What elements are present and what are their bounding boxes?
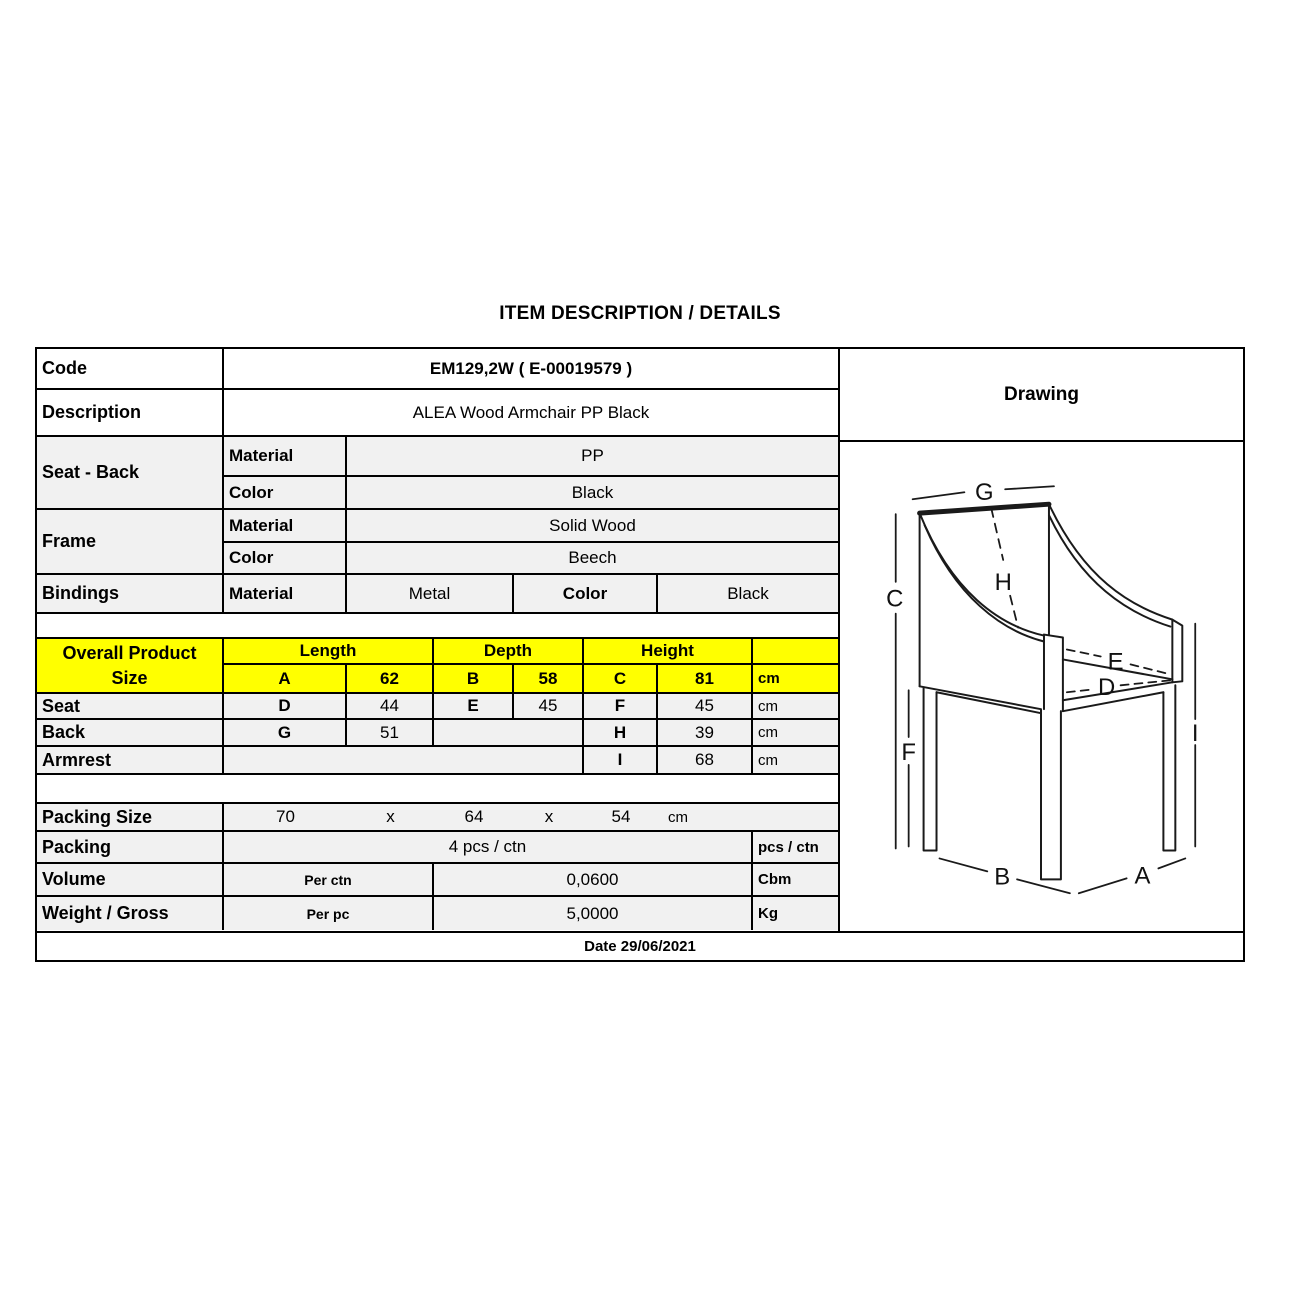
dim-label-E: E [1107, 648, 1124, 676]
weight-value: 5,0000 [434, 897, 753, 930]
volume-unit: Cbm [758, 871, 792, 888]
row-back [37, 720, 838, 747]
seat-height-key: F [584, 694, 658, 718]
bindings-material-value: Metal [347, 575, 514, 612]
dim-label-D: D [1098, 674, 1116, 702]
packing-size-label: Packing Size [37, 804, 224, 830]
seat-depth-key: E [434, 694, 514, 718]
spec-table [35, 347, 1245, 962]
row-code [37, 349, 838, 390]
back-length-value: 51 [347, 720, 434, 745]
volume-value: 0,0600 [434, 864, 753, 895]
block-size-header [37, 639, 838, 694]
chair-technical-drawing [840, 442, 1243, 931]
back-unit: cm [758, 724, 778, 741]
spacer-row [37, 614, 838, 639]
code-label: Code [37, 349, 224, 388]
page-title: ITEM DESCRIPTION / DETAILS [499, 303, 781, 324]
seat-back-color-label: Color [224, 477, 347, 508]
seat-unit: cm [758, 697, 778, 715]
back-length-key: G [224, 720, 347, 745]
seat-back-label: Seat - Back [37, 437, 224, 508]
volume-label: Volume [37, 864, 224, 895]
dim-label-B: B [994, 863, 1011, 891]
back-height-value: 39 [658, 720, 753, 745]
back-height-key: H [584, 720, 658, 745]
row-packing [37, 832, 838, 864]
dim-label-F: F [901, 738, 916, 766]
packing-size-unit: cm [668, 808, 688, 826]
dim-label-A: A [1134, 862, 1151, 890]
description-value: ALEA Wood Armchair PP Black [412, 402, 650, 422]
seat-length-value: 44 [347, 694, 434, 718]
armrest-blank [224, 747, 584, 773]
dim-label-C: C [886, 585, 904, 613]
dim-line-A [1079, 858, 1185, 893]
drawing-header: Drawing [840, 349, 1243, 442]
overall-height-key: C [584, 665, 658, 692]
seat-back-color-value: Black [571, 482, 614, 502]
frame-color-label: Color [224, 543, 347, 573]
seat-depth-value: 45 [514, 694, 584, 718]
armrest-label: Armrest [37, 747, 224, 773]
code-value: EM129,2W ( E-00019579 ) [429, 358, 633, 378]
frame-material-value: Solid Wood [347, 510, 838, 543]
overall-depth-key: B [434, 665, 514, 692]
block-frame [37, 510, 838, 575]
seat-height-value: 45 [658, 694, 753, 718]
weight-label: Weight / Gross [37, 897, 224, 930]
dim-label-I: I [1191, 720, 1199, 748]
packing-unit: pcs / ctn [758, 838, 819, 856]
length-header: Length [224, 639, 434, 665]
overall-depth-value: 58 [514, 665, 584, 692]
seat-back-material-value: PP [347, 437, 838, 477]
back-label: Back [37, 720, 224, 745]
row-description [37, 390, 838, 437]
weight-basis: Per pc [224, 897, 434, 930]
date-row [37, 933, 1243, 960]
seat-back-material-label: Material [224, 437, 347, 477]
overall-unit: cm [758, 670, 780, 687]
back-depth-blank [434, 720, 584, 745]
seat-length-key: D [224, 694, 347, 718]
overall-size-label-line1: Overall Product [62, 642, 197, 663]
packing-size-depth: 64 [464, 807, 484, 826]
packing-size-height: 54 [611, 807, 631, 826]
drawing-section [840, 349, 1243, 931]
row-armrest [37, 747, 838, 775]
packing-size-length: 70 [276, 807, 295, 826]
packing-value: 4 pcs / ctn [224, 832, 753, 862]
depth-header: Depth [434, 639, 584, 665]
frame-material-label: Material [224, 510, 347, 543]
description-label: Description [37, 390, 224, 435]
block-seat-back [37, 437, 838, 510]
armrest-height-value: 68 [658, 747, 753, 773]
date-value: Date 29/06/2021 [584, 937, 696, 955]
frame-label: Frame [37, 510, 224, 573]
row-bindings [37, 575, 838, 614]
row-packing-size [37, 804, 838, 832]
armrest-height-key: I [584, 747, 658, 773]
row-seat [37, 694, 838, 720]
frame-color-value: Beech [568, 548, 617, 567]
overall-size-label [37, 639, 224, 692]
row-weight [37, 897, 838, 930]
overall-length-value: 62 [347, 665, 434, 692]
height-header: Height [584, 639, 753, 665]
spec-table-body [37, 349, 1243, 933]
bindings-material-label: Material [224, 575, 347, 612]
overall-length-key: A [224, 665, 347, 692]
bindings-label: Bindings [37, 575, 224, 612]
dim-label-G: G [974, 479, 994, 507]
armrest-unit: cm [758, 751, 778, 769]
packing-label: Packing [37, 832, 224, 862]
bindings-color-value: Black [727, 583, 769, 603]
packing-size-x1: x [386, 807, 395, 826]
size-header-blank [753, 639, 838, 665]
chair-drawing [840, 442, 1243, 931]
volume-basis: Per ctn [224, 864, 434, 895]
spacer-row [37, 775, 838, 804]
overall-size-label-line2: Size [111, 667, 148, 688]
packing-size-x2: x [544, 807, 554, 826]
seat-label: Seat [37, 694, 224, 718]
overall-height-value: 81 [658, 665, 753, 692]
chair-silhouette [920, 504, 1183, 879]
weight-unit: Kg [758, 905, 778, 922]
dim-label-H: H [994, 568, 1012, 596]
bindings-color-label: Color [514, 575, 658, 612]
packing-size-value [224, 804, 838, 830]
row-volume [37, 864, 838, 897]
details-section [37, 349, 840, 931]
